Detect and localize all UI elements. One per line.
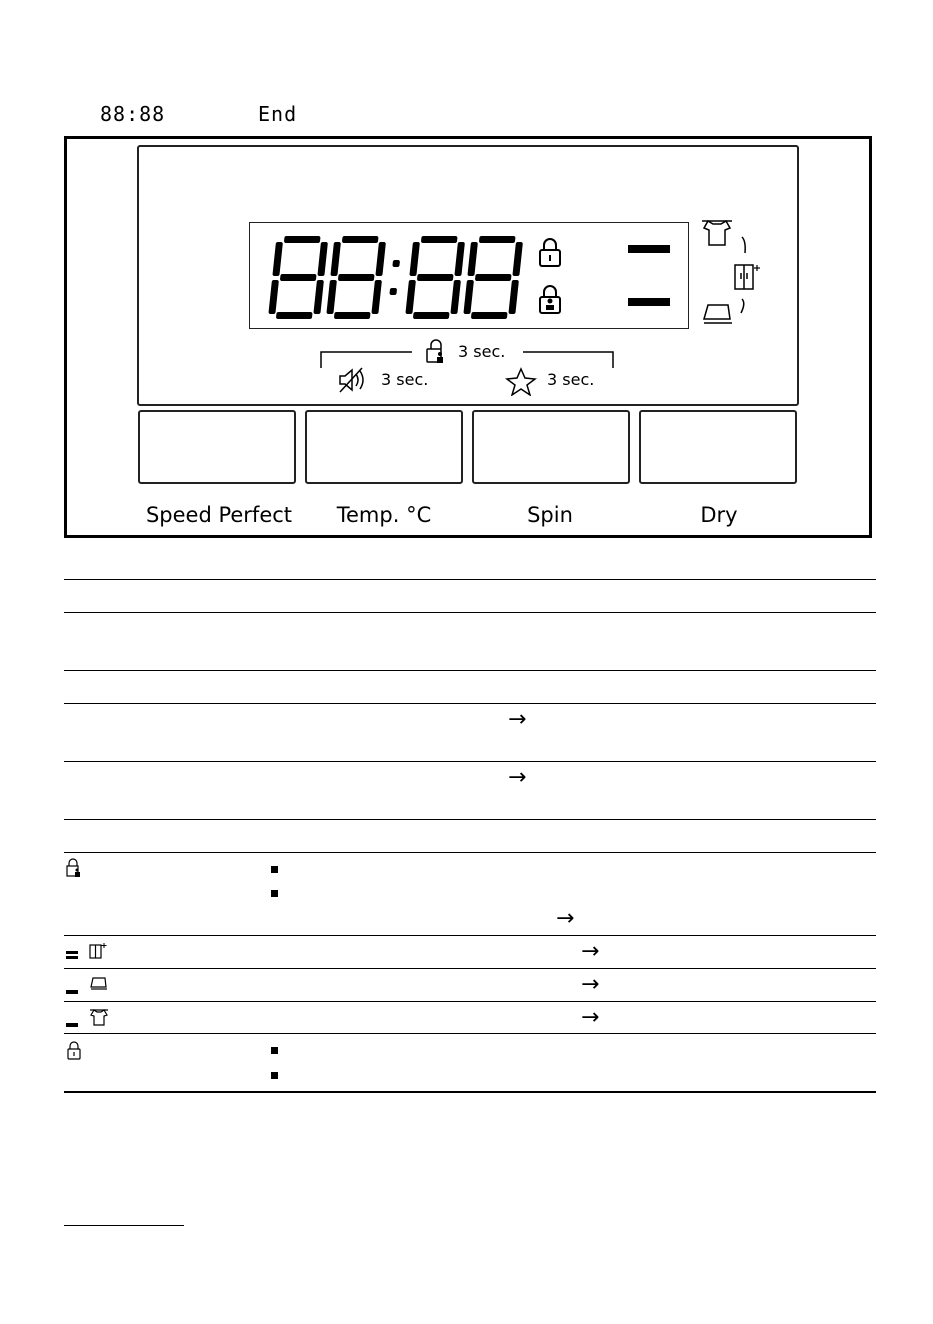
lock-icon (538, 236, 562, 268)
table-arrow: → (581, 1005, 600, 1030)
list-bullet (271, 1047, 278, 1054)
child-lock-icon (66, 858, 82, 878)
dry-button[interactable] (639, 410, 797, 484)
list-bullet (271, 890, 278, 897)
level-bar (66, 990, 78, 994)
dry-label: Dry (700, 503, 738, 527)
hanging-dry-icon (702, 221, 732, 245)
table-arrow: → (581, 939, 600, 964)
table-rule (64, 761, 876, 762)
table-rule (64, 579, 876, 580)
dry-level-bar-bottom (628, 298, 670, 306)
table-arrow: → (581, 972, 600, 997)
temperature-button[interactable] (305, 410, 463, 484)
child-lock-icon (538, 283, 562, 315)
level-bar (66, 1023, 78, 1027)
cupboard-dry-icon (735, 265, 760, 289)
favourite-hint: 3 sec. (547, 370, 595, 389)
table-rule (64, 1033, 876, 1034)
table-rule (64, 852, 876, 853)
cupboard-dry-icon (89, 941, 107, 959)
table-arrow: → (508, 765, 527, 790)
lock-icon (66, 1041, 82, 1061)
mute-hint: 3 sec. (381, 370, 429, 389)
table-rule (64, 612, 876, 613)
table-rule (64, 1091, 876, 1093)
table-rule (64, 935, 876, 936)
iron-dry-icon (704, 305, 732, 323)
child-lock-hint: 3 sec. (458, 342, 506, 361)
table-arrow: → (508, 707, 527, 732)
child-lock-small-icon (427, 340, 443, 363)
table-rule (64, 703, 876, 704)
footnote-separator (64, 1225, 184, 1226)
dry-mode-icons (700, 215, 765, 327)
spin-button[interactable] (472, 410, 630, 484)
speed-perfect-button[interactable] (138, 410, 296, 484)
spin-label: Spin (527, 503, 573, 527)
temperature-label: Temp. °C (336, 503, 432, 527)
table-rule (64, 670, 876, 671)
seven-segment-digits (262, 232, 527, 322)
list-bullet (271, 866, 278, 873)
list-bullet (271, 1072, 278, 1079)
level-bar (66, 956, 78, 959)
speed-perfect-label: Speed Perfect (145, 503, 293, 527)
table-rule (64, 819, 876, 820)
star-icon (507, 369, 535, 395)
end-display-label: End (258, 102, 298, 126)
table-rule (64, 968, 876, 969)
dry-level-bar-top (628, 245, 670, 253)
table-rule (64, 1001, 876, 1002)
hanging-dry-icon (89, 1007, 109, 1027)
table-arrow: → (556, 906, 575, 931)
level-bar (66, 951, 78, 954)
time-display-label: 88:88 (100, 102, 166, 126)
mute-icon (340, 368, 363, 392)
iron-dry-icon (89, 975, 109, 991)
